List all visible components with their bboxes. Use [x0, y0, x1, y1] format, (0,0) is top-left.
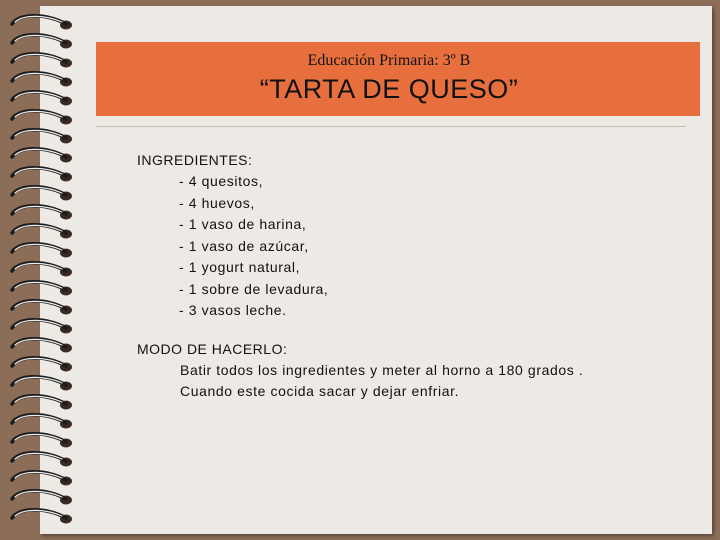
binding-ring: [12, 149, 72, 163]
binding-ring: [12, 225, 72, 239]
page-subtitle: Educación Primaria: 3º B: [307, 52, 471, 69]
divider: [96, 126, 686, 127]
binding-ring: [12, 358, 72, 372]
binding-ring: [12, 73, 72, 87]
binding-ring: [12, 472, 72, 486]
method-line: Batir todos los ingredientes y meter al horno a 180 grados .: [180, 361, 584, 378]
binding-ring: [12, 396, 72, 410]
binding-ring: [12, 244, 72, 258]
binding-ring: [12, 92, 72, 106]
binding-ring: [12, 301, 72, 315]
binding-ring: [12, 491, 72, 505]
ingredient-item: - 1 vaso de azúcar,: [179, 237, 309, 254]
binding-ring: [12, 510, 72, 524]
binding-ring: [12, 111, 72, 125]
ingredients-heading: INGREDIENTES:: [137, 152, 253, 168]
page-title: “TARTA DE QUESO”: [259, 74, 519, 104]
binding-ring: [12, 282, 72, 296]
binding-ring: [12, 35, 72, 49]
binding-ring: [12, 434, 72, 448]
binding-ring: [12, 16, 72, 30]
binding-ring: [12, 168, 72, 182]
ingredient-item: - 4 huevos,: [179, 194, 255, 211]
binding-ring: [12, 187, 72, 201]
ingredient-item: - 1 sobre de levadura,: [179, 280, 329, 297]
binding-ring: [12, 320, 72, 334]
ingredient-item: - 1 vaso de harina,: [179, 216, 307, 232]
binding-ring: [12, 453, 72, 467]
spiral-binding: [0, 0, 90, 540]
binding-ring: [12, 415, 72, 429]
binding-ring: [12, 206, 72, 220]
binding-ring: [12, 377, 72, 391]
ingredient-item: - 3 vasos leche.: [179, 302, 287, 318]
ingredients-list: [179, 171, 697, 322]
method-heading: MODO DE HACERLO:: [137, 340, 288, 357]
ingredient-item: - 1 yogurt natural,: [179, 259, 301, 275]
ingredient-item: - 4 quesitos,: [179, 173, 264, 189]
binding-ring: [12, 263, 72, 277]
method-line: Cuando este cocida sacar y dejar enfriar.: [180, 382, 460, 399]
recipe-content: [137, 150, 697, 402]
binding-ring: [12, 54, 72, 68]
binding-ring: [12, 339, 72, 353]
binding-ring: [12, 130, 72, 144]
